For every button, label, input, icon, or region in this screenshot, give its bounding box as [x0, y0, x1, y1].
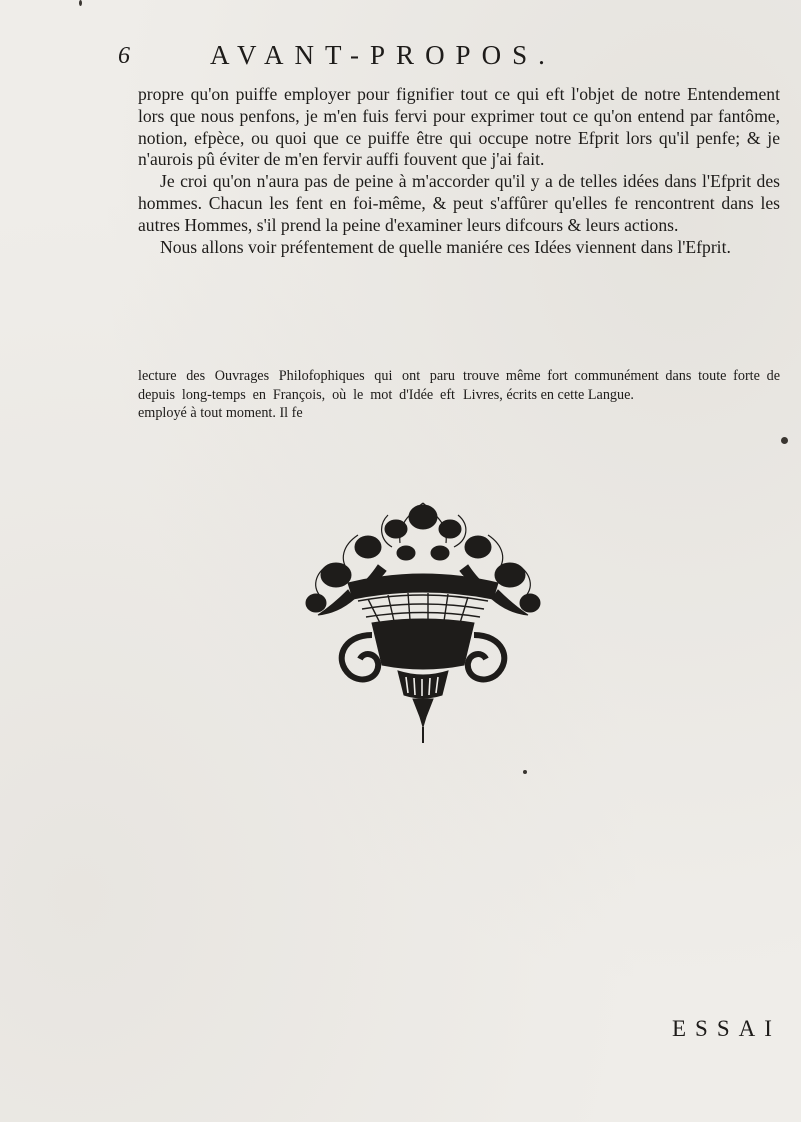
ink-speck	[781, 437, 788, 444]
running-head: AVANT-PROPOS.	[210, 40, 556, 70]
footnote-left-column: lecture des Ouvrages Philofophiques qui ont paru depuis long-temps en François, où le mot d'Idée eft employé à tout moment. Il fe	[138, 368, 455, 421]
page-number: 6	[118, 43, 130, 69]
ink-speck	[79, 0, 82, 6]
footnote	[138, 367, 780, 423]
basket-of-flowers-vignette-icon	[288, 495, 558, 747]
catchword: ESSAI	[672, 1016, 781, 1041]
footnote-right-column: trouve même fort communément dans toute forte de Livres, écrits en cette Langue.	[463, 368, 780, 403]
main-text	[138, 84, 780, 258]
paragraph-1: propre qu'on puiffe employer pour fignifier tout ce qui eft l'objet de notre Entendement lors que nous penfons, je m'en fuis fervi pour exprimer tout ce qu'on entend par fantôme, notion, efpèce, ou quoi que ce puiffe être qui occupe notre Efprit lors qu'il penfe; & je n'aurois pû éviter de m'en fervir auffi fouvent que j'ai fait.	[138, 84, 780, 170]
paragraph-2: Je croi qu'on n'aura pas de peine à m'accorder qu'il y a de telles idées dans l'Efprit des hommes. Chacun les fent en foi-même, & peut s'affûrer qu'elles fe rencontrent dans les autres Hommes, s'il prend la peine d'examiner leurs difcours & leurs actions.	[138, 171, 780, 235]
paragraph-3: Nous allons voir préfentement de quelle maniére ces Idées viennent dans l'Efprit.	[160, 236, 731, 257]
ink-speck	[523, 770, 527, 774]
